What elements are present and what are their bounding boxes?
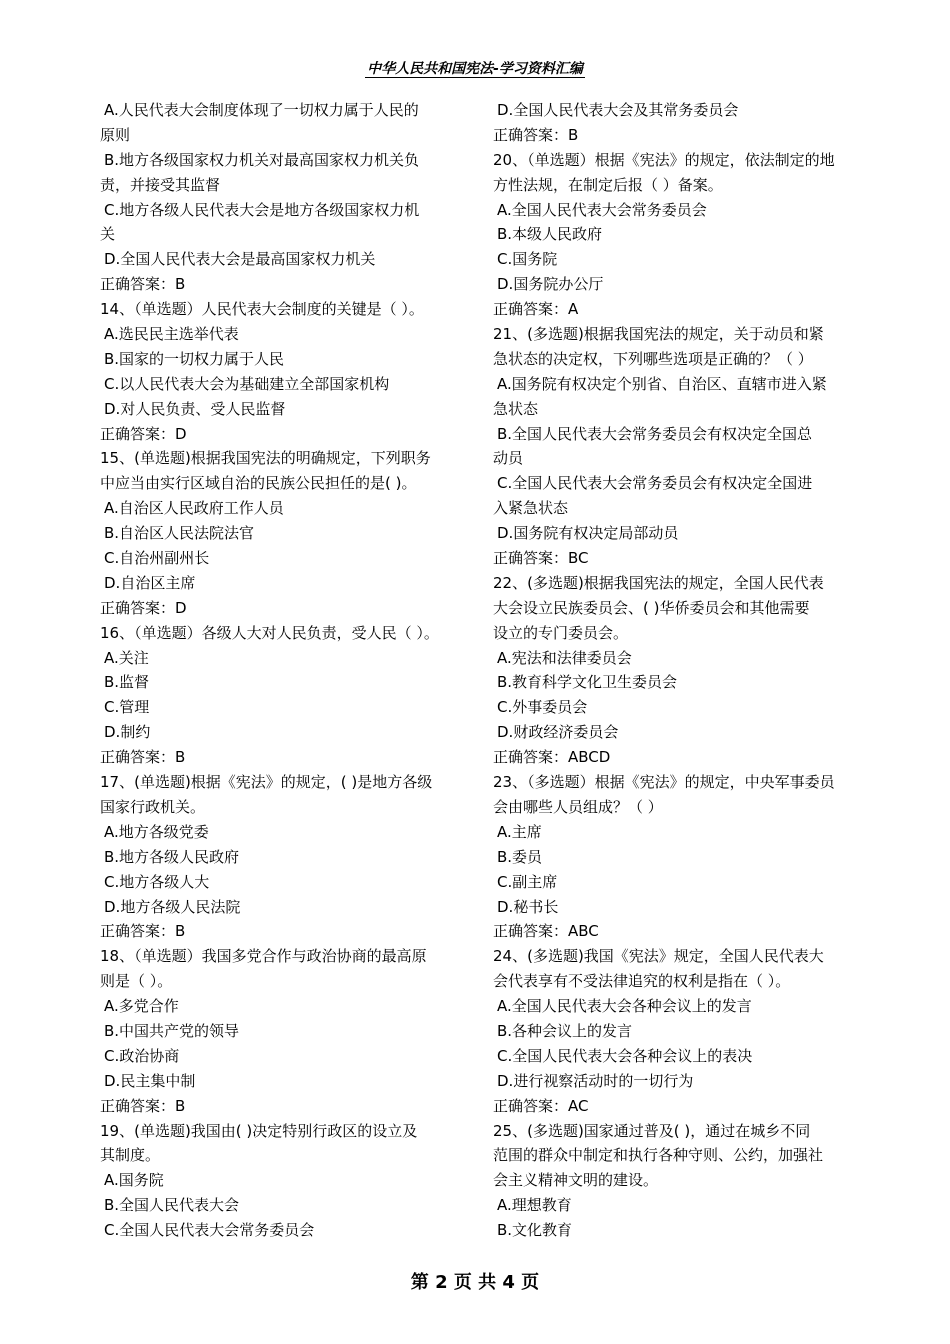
text-line: D.国务院有权决定局部动员: [497, 524, 679, 543]
text-line: A.理想教育: [497, 1196, 572, 1215]
text-line: C.地方各级人民代表大会是地方各级国家权力机: [104, 200, 420, 219]
text-line: 正确答案：D: [100, 598, 187, 617]
text-line: 14、（单选题）人民代表大会制度的关键是（ ）。: [100, 300, 424, 319]
text-line: B.国家的一切权力属于人民: [104, 349, 285, 368]
text-line: 正确答案：B: [100, 275, 186, 294]
text-line: D.对人民负责、受人民监督: [104, 399, 286, 418]
text-line: 急状态: [493, 399, 539, 418]
text-line: 24、(多选题)我国《宪法》规定，全国人民代表大: [493, 947, 824, 966]
text-line: C.外事委员会: [497, 698, 588, 717]
text-line: 关: [100, 225, 116, 244]
text-line: 国家行政机关。: [100, 797, 206, 816]
text-line: 范围的群众中制定和执行各种守则、公约，加强社: [493, 1146, 824, 1165]
text-line: 入紧急状态: [493, 499, 569, 518]
text-line: 急状态的决定权，下列哪些选项是正确的？（ ）: [493, 349, 813, 368]
text-line: 设立的专门委员会。: [493, 623, 629, 642]
text-line: C.全国人民代表大会常务委员会: [104, 1221, 315, 1240]
text-line: D.财政经济委员会: [497, 723, 619, 742]
text-line: C.政治协商: [104, 1046, 180, 1065]
text-line: B.全国人民代表大会常务委员会有权决定全国总: [497, 424, 813, 443]
text-line: 正确答案：AC: [493, 1096, 589, 1115]
text-line: 动员: [493, 449, 524, 468]
left-column: [100, 98, 465, 1243]
text-line: 则是（ ）。: [100, 972, 173, 991]
text-line: A.全国人民代表大会常务委员会: [497, 200, 707, 219]
text-line: B.委员: [497, 847, 543, 866]
text-line: C.全国人民代表大会常务委员会有权决定全国进: [497, 474, 813, 493]
text-line: 正确答案：BC: [493, 549, 589, 568]
text-line: 大会设立民族委员会、( )华侨委员会和其他需要: [493, 598, 810, 617]
text-line: 中应当由实行区域自治的民族公民担任的是( )。: [100, 474, 417, 493]
text-line: 会由哪些人员组成？（ ）: [493, 797, 663, 816]
text-line: B.全国人民代表大会: [104, 1196, 240, 1215]
text-line: 21、(多选题)根据我国宪法的规定，关于动员和紧: [493, 325, 824, 344]
text-line: A.国务院有权决定个别省、自治区、直辖市进入紧: [497, 374, 827, 393]
text-line: C.管理: [104, 698, 150, 717]
page-header: [0, 58, 950, 78]
text-line: 正确答案：ABCD: [493, 748, 611, 767]
text-line: 正确答案：ABC: [493, 922, 599, 941]
text-line: 15、(单选题)根据我国宪法的明确规定，下列职务: [100, 449, 431, 468]
text-line: B.自治区人民法院法官: [104, 524, 255, 543]
text-line: A.人民代表大会制度体现了一切权力属于人民的: [104, 101, 419, 119]
text-line: 原则: [100, 125, 131, 144]
text-line: A.自治区人民政府工作人员: [104, 499, 284, 518]
text-line: D.地方各级人民法院: [104, 897, 241, 916]
text-line: 正确答案：B: [100, 922, 186, 941]
text-line: A.主席: [497, 822, 542, 841]
text-line: 会代表享有不受法律追究的权利是指在（ ）。: [493, 972, 791, 991]
text-line: 17、(单选题)根据《宪法》的规定，( )是地方各级: [100, 773, 433, 792]
text-line: D.国务院办公厅: [497, 275, 604, 294]
text-line: C.以人民代表大会为基础建立全部国家机构: [104, 374, 390, 393]
text-line: B.文化教育: [497, 1221, 573, 1240]
text-line: 22、(多选题)根据我国宪法的规定，全国人民代表: [493, 573, 824, 592]
text-line: B.本级人民政府: [497, 225, 603, 244]
text-line: D.自治区主席: [104, 573, 196, 592]
text-line: D.全国人民代表大会及其常务委员会: [497, 101, 739, 119]
text-line: C.自治州副州长: [104, 549, 210, 568]
text-line: C.国务院: [497, 250, 558, 269]
text-line: 19、(单选题)我国由( )决定特别行政区的设立及: [100, 1121, 418, 1140]
text-line: D.全国人民代表大会是最高国家权力机关: [104, 250, 376, 269]
text-line: 16、（单选题）各级人大对人民负责，受人民（ ）。: [100, 623, 439, 642]
text-line: B.教育科学文化卫生委员会: [497, 673, 678, 692]
text-line: C.地方各级人大: [104, 872, 210, 891]
text-line: D.进行视察活动时的一切行为: [497, 1071, 694, 1090]
text-line: A.全国人民代表大会各种会议上的发言: [497, 997, 752, 1016]
text-line: 18、（单选题）我国多党合作与政治协商的最高原: [100, 947, 427, 966]
text-line: A.宪法和法律委员会: [497, 648, 632, 667]
text-line: B.地方各级人民政府: [104, 847, 240, 866]
page-number: 第 2 页 共 4 页: [410, 1272, 540, 1293]
text-line: D.制约: [104, 723, 151, 742]
text-line: D.秘书长: [497, 897, 559, 916]
text-line: 正确答案：B: [100, 748, 186, 767]
text-line: A.多党合作: [104, 997, 179, 1016]
text-line: 责，并接受其监督: [100, 175, 221, 194]
text-line: 正确答案：A: [493, 300, 579, 319]
header-title: 中华人民共和国宪法-学习资料汇编: [367, 61, 583, 77]
right-column: [493, 98, 858, 1243]
text-line: B.监督: [104, 673, 150, 692]
text-line: 正确答案：B: [493, 125, 579, 144]
text-line: 23、（多选题）根据《宪法》的规定，中央军事委员: [493, 773, 835, 792]
text-line: A.国务院: [104, 1171, 164, 1190]
text-line: C.副主席: [497, 872, 558, 891]
text-line: 正确答案：B: [100, 1096, 186, 1115]
text-line: 会主义精神文明的建设。: [493, 1171, 659, 1190]
text-line: B.各种会议上的发言: [497, 1021, 633, 1040]
text-line: 正确答案：D: [100, 424, 187, 443]
text-line: 25、(多选题)国家通过普及( )，通过在城乡不同: [493, 1121, 811, 1140]
text-line: 方性法规，在制定后报（ ）备案。: [493, 175, 723, 194]
text-line: A.选民民主选举代表: [104, 325, 239, 344]
text-line: C.全国人民代表大会各种会议上的表决: [497, 1046, 753, 1065]
text-line: B.地方各级国家权力机关对最高国家权力机关负: [104, 150, 420, 169]
text-line: 其制度。: [100, 1146, 161, 1165]
text-line: A.关注: [104, 648, 149, 667]
text-line: B.中国共产党的领导: [104, 1021, 240, 1040]
text-line: D.民主集中制: [104, 1071, 196, 1090]
text-line: 20、（单选题）根据《宪法》的规定，依法制定的地: [493, 150, 835, 169]
text-line: A.地方各级党委: [104, 822, 209, 841]
